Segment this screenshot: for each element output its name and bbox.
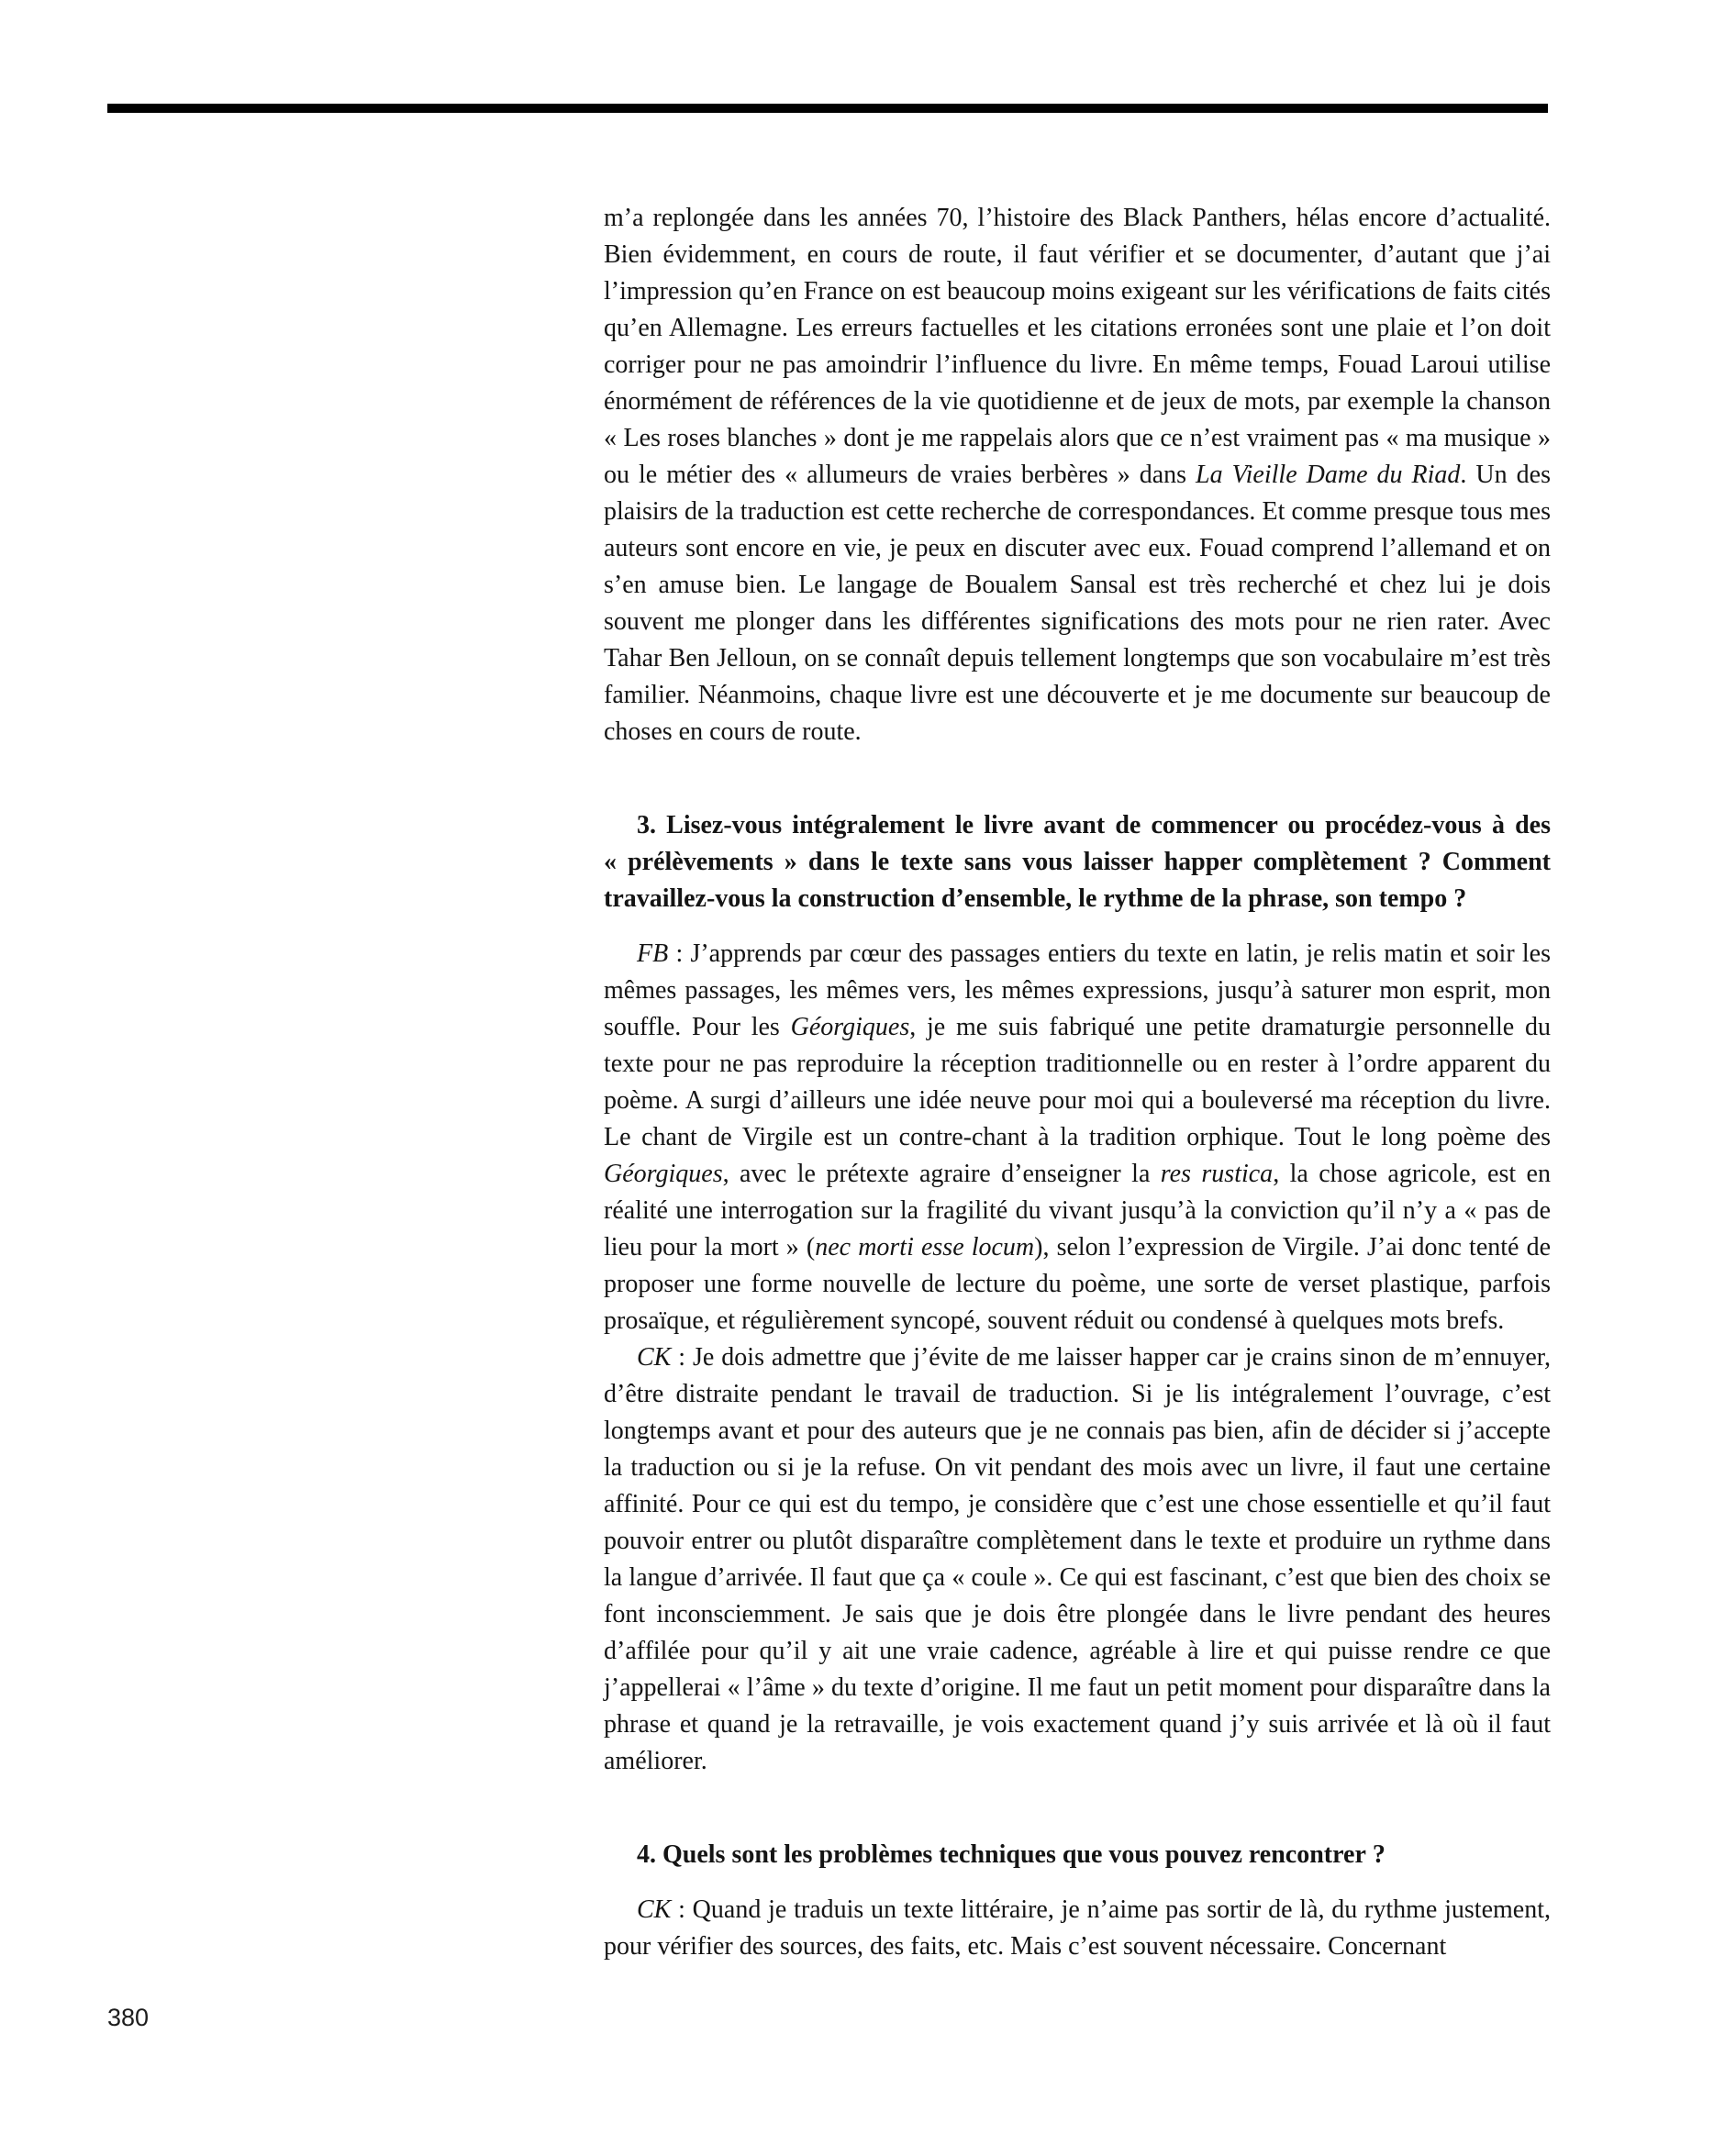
question-heading [604, 1837, 1551, 1873]
header-rule [107, 104, 1548, 113]
text-run: ), selon l’expression de Virgile. J’ai donc tenté de proposer une forme nouvelle de lecture du poème, une sorte de verset plastique, parfois prosaïque, et régulièrement syncopé, souvent réduit ou condensé à quelques mots brefs. [604, 1233, 1551, 1335]
text-column [604, 200, 1551, 1965]
text-run: : Je dois admettre que j’évite de me laisser happer car je crains sinon de m’ennuyer, d’être distraite pendant le travail de traduction. Si je lis intégralement l’ouvrage, c’est longtemps avant et pour des auteurs que je ne connais pas bien, afin de décider si j’accepte la traduction ou si je la refuse. On vit pendant des mois avec un livre, il faut une certaine affinité. Pour ce qui est du tempo, je considère que c’est une chose essentielle et qu’il faut pouvoir entrer ou plutôt disparaître complètement dans le texte et produire un rythme dans la langue d’arrivée. Il faut que ça « coule ». Ce qui est fascinant, c’est que bien des choix se font inconsciemment. Je sais que je dois être plongée dans le livre pendant des heures d’affilée pour qu’il y ait une vraie cadence, agréable à lire et qui puisse rendre ce que j’appellerai « l’âme » du texte d’origine. Il me faut un petit moment pour disparaître dans la phrase et quand je la retravaille, je vois exactement quand j’y suis arrivée et là où il faut améliorer. [604, 1343, 1551, 1775]
question-heading [604, 807, 1551, 917]
italic-text-run: nec morti esse locum [815, 1233, 1035, 1261]
text-run: : J’apprends par cœur des passages entiers du texte en latin, je relis matin et soir les mêmes passages, les mêmes vers, les mêmes expressions, jusqu’à saturer mon esprit, mon souffle. Pour les [604, 939, 1551, 1041]
italic-text-run: Géorgiques [790, 1013, 910, 1041]
paragraph [604, 936, 1551, 1339]
italic-text-run: res rustica [1160, 1160, 1274, 1188]
paragraph [604, 1339, 1551, 1780]
italic-text-run: FB [637, 939, 669, 968]
text-run: 3. Lisez-vous intégralement le livre avant de commencer ou procédez-vous à des « prélèvements » dans le texte sans vous laisser happer complètement ? Comment travaillez-vous la construction d’ensemble, le rythme de la phrase, son tempo ? [604, 811, 1551, 913]
italic-text-run: Géorgiques [604, 1160, 723, 1188]
page-number: 380 [107, 2004, 150, 2031]
text-run: m’a replongée dans les années 70, l’histoire des Black Panthers, hélas encore d’actualité. Bien évidemment, en cours de route, il faut vérifier et se documenter, d’autant que j’ai l’impression qu’en France on est beaucoup moins exigeant sur les vérifications de faits cités qu’en Allemagne. Les erreurs factuelles et les citations erronées sont une plaie et l’on doit corriger pour ne pas amoindrir l’influence du livre. En même temps, Fouad Laroui utilise énormément de références de la vie quotidienne et de jeux de mots, par exemple la chanson « Les roses blanches » dont je me rappelais alors que ce n’est vraiment pas « ma musique » ou le métier des « allumeurs de vraies berbères » dans [604, 204, 1551, 489]
paragraph [604, 200, 1551, 750]
italic-text-run: La Vieille Dame du Riad [1196, 461, 1461, 489]
text-run: : Quand je traduis un texte littéraire, je n’aime pas sortir de là, du rythme justement, pour vérifier des sources, des faits, etc. Mais c’est souvent nécessaire. Concernant [604, 1895, 1551, 1961]
paragraph [604, 1892, 1551, 1965]
text-run: , la chose agricole, est en réalité une interrogation sur la fragilité du vivant jusqu’à la conviction qu’il n’y a « pas de lieu pour la mort » ( [604, 1160, 1551, 1261]
italic-text-run: CK [637, 1343, 672, 1372]
text-run: , je me suis fabriqué une petite dramaturgie personnelle du texte pour ne pas reproduire la réception traditionnelle ou en rester à l’ordre apparent du poème. A surgi d’ailleurs une idée neuve pour moi qui a bouleversé ma réception du livre. Le chant de Virgile est un contre-chant à la tradition orphique. Tout le long poème des [604, 1013, 1552, 1151]
text-run: 4. Quels sont les problèmes techniques que vous pouvez rencontrer ? [637, 1840, 1386, 1869]
italic-text-run: CK [637, 1895, 672, 1924]
text-run: , avec le prétexte agraire d’enseigner la [722, 1160, 1161, 1188]
text-run: . Un des plaisirs de la traduction est cette recherche de correspondances. Et comme presque tous mes auteurs sont encore en vie, je peux en discuter avec eux. Fouad comprend l’allemand et on s’en amuse bien. Le langage de Boualem Sansal est très recherché et chez lui je dois souvent me plonger dans les différentes significations des mots pour ne rien rater. Avec Tahar Ben Jelloun, on se connaît depuis tellement longtemps que son vocabulaire m’est très familier. Néanmoins, chaque livre est une découverte et je me documente sur beaucoup de choses en cours de route. [604, 461, 1551, 746]
